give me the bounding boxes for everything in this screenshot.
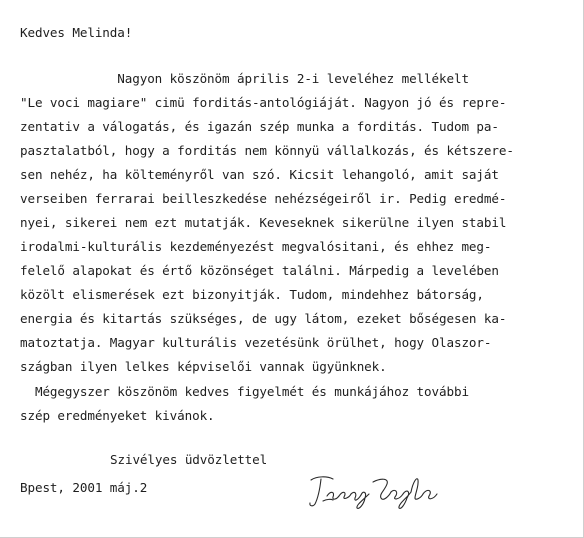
body-line-13: szágban ilyen lelkes képviselői vannak ügyünknek. xyxy=(20,359,387,374)
letter-closing: Szivélyes üdvözlettel xyxy=(110,452,268,467)
body-line-7: nyei, sikerei nem ezt mutatják. Keveseknek sikerülne ilyen stabil xyxy=(20,215,507,230)
letter-date: Bpest, 2001 máj.2 xyxy=(20,480,148,495)
body-line-4: pasztalatból, hogy a forditás nem könnyü vállalkozás, és kétszere- xyxy=(20,143,514,158)
body-line-11: energia és kitartás szükséges, de ugy látom, ezeket bőségesen ka- xyxy=(20,311,507,326)
body-line-10: közölt elismerések ezt bizonyitják. Tudom, mindehhez bátorság, xyxy=(20,287,484,302)
body-line-9: felelő alapokat és értő közönséget találni. Márpedig a levelében xyxy=(20,263,499,278)
body-line-15: szép eredményeket kivánok. xyxy=(20,408,215,423)
handwritten-signature xyxy=(303,470,443,515)
signature-drawing xyxy=(303,470,443,515)
body-line-6: verseiben ferrarai beilleszkedése nehézségeiről ir. Pedig eredmé- xyxy=(20,191,507,206)
body-line-12: matoztatja. Magyar kulturális vezetésünk örülhet, hogy Olaszor- xyxy=(20,335,492,350)
letter-greeting: Kedves Melinda! xyxy=(20,25,133,40)
body-line-3: zentativ a válogatás, és igazán szép munka a forditás. Tudom pa- xyxy=(20,119,499,134)
body-line-14: Mégegyszer köszönöm kedves figyelmét és munkájához további xyxy=(20,384,469,399)
body-line-5: sen nehéz, ha költeményről van szó. Kicsit lehangoló, amit saját xyxy=(20,167,499,182)
body-line-8: irodalmi-kulturális kezdeményezést megvalósitani, és ehhez meg- xyxy=(20,239,492,254)
body-line-2: "Le voci magiare" cimü forditás-antológiáját. Nagyon jó és repre- xyxy=(20,95,507,110)
body-line-1: Nagyon köszönöm április 2-i leveléhez mellékelt xyxy=(20,71,469,86)
